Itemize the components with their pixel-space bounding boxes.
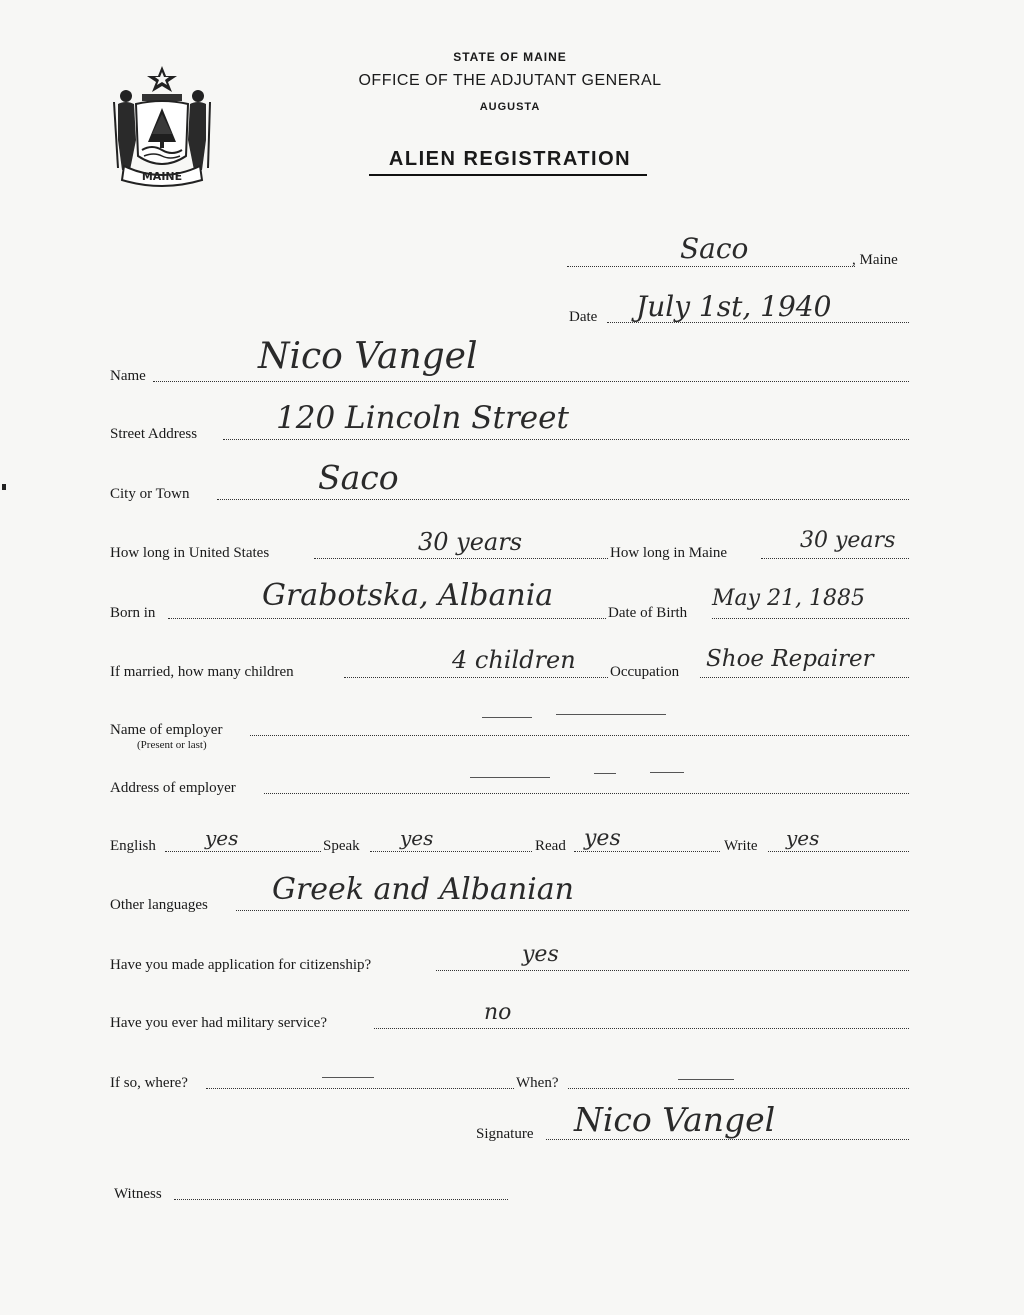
city-line <box>217 499 909 500</box>
citizenship-label: Have you made application for citizenship? <box>110 957 372 973</box>
speak-line <box>370 851 532 852</box>
english-label: English <box>110 838 156 854</box>
when-line <box>568 1088 909 1089</box>
maine-value: 30 years <box>800 528 896 553</box>
employer-dash-2 <box>556 714 666 715</box>
citizenship-value: yes <box>522 942 559 967</box>
employer-address-dash-2 <box>594 773 616 774</box>
name-line <box>153 381 909 382</box>
english-value: yes <box>205 826 239 850</box>
where-label: If so, where? <box>110 1075 188 1091</box>
employer-sublabel: (Present or last) <box>137 739 207 751</box>
employer-dash-1 <box>482 717 532 718</box>
children-line <box>344 677 608 678</box>
city-heading: AUGUSTA <box>479 101 541 113</box>
us-label: How long in United States <box>110 545 270 561</box>
employer-address-line <box>264 793 909 794</box>
employer-address-dash-3 <box>650 772 684 773</box>
maine-line <box>761 558 909 559</box>
citizenship-line <box>436 970 909 971</box>
witness-line <box>174 1199 508 1200</box>
military-value: no <box>484 1000 512 1025</box>
street-value: 120 Lincoln Street <box>276 400 569 436</box>
other-lang-label: Other languages <box>110 897 208 913</box>
date-value: July 1st, 1940 <box>636 290 832 323</box>
born-line <box>168 618 606 619</box>
seal-lettering: MAINE <box>141 170 183 183</box>
place-suffix: , Maine <box>852 252 898 268</box>
military-label: Have you ever had military service? <box>110 1015 327 1031</box>
write-value: yes <box>786 826 820 850</box>
street-label: Street Address <box>110 426 198 442</box>
witness-label: Witness <box>114 1186 162 1202</box>
read-value: yes <box>584 826 621 851</box>
us-value: 30 years <box>418 528 523 556</box>
other-lang-line <box>236 910 909 911</box>
write-label: Write <box>724 838 758 854</box>
dob-label: Date of Birth <box>608 605 688 621</box>
where-line <box>206 1088 514 1089</box>
write-line <box>768 851 909 852</box>
occupation-line <box>700 677 909 678</box>
occupation-label: Occupation <box>610 664 680 680</box>
city-label: City or Town <box>110 486 190 502</box>
other-lang-value: Greek and Albanian <box>272 872 574 907</box>
signature-value: Nico Vangel <box>574 1100 776 1139</box>
maine-label: How long in Maine <box>610 545 728 561</box>
when-dash <box>678 1079 734 1080</box>
dob-value: May 21, 1885 <box>712 586 866 611</box>
signature-line <box>546 1139 909 1140</box>
occupation-value: Shoe Repairer <box>706 646 874 672</box>
form-title: ALIEN REGISTRATION <box>388 148 632 170</box>
employer-label: Name of employer <box>110 722 223 738</box>
street-line <box>223 439 909 440</box>
employer-line <box>250 735 909 736</box>
title-underline <box>369 174 647 176</box>
dob-line <box>712 618 909 619</box>
employer-address-dash-1 <box>470 777 550 778</box>
employer-address-label: Address of employer <box>110 780 236 796</box>
state-heading: STATE OF MAINE <box>453 50 567 64</box>
name-label: Name <box>110 368 146 384</box>
read-label: Read <box>535 838 566 854</box>
scan-mark <box>2 484 6 490</box>
office-heading: OFFICE OF THE ADJUTANT GENERAL <box>358 72 662 89</box>
city-value: Saco <box>318 458 399 497</box>
speak-value: yes <box>400 826 434 850</box>
read-line <box>574 851 720 852</box>
maine-state-seal <box>106 62 218 188</box>
date-label: Date <box>569 309 598 325</box>
born-label: Born in <box>110 605 156 621</box>
military-line <box>374 1028 909 1029</box>
born-value: Grabotska, Albania <box>262 578 554 613</box>
place-line <box>567 266 855 267</box>
where-dash <box>322 1077 374 1078</box>
children-label: If married, how many children <box>110 664 294 680</box>
us-line <box>314 558 608 559</box>
children-value: 4 children <box>452 646 576 674</box>
english-line <box>165 851 321 852</box>
speak-label: Speak <box>323 838 360 854</box>
name-value: Nico Vangel <box>258 336 478 377</box>
signature-label: Signature <box>476 1126 534 1142</box>
place-value: Saco <box>680 232 749 265</box>
when-label: When? <box>516 1075 559 1091</box>
